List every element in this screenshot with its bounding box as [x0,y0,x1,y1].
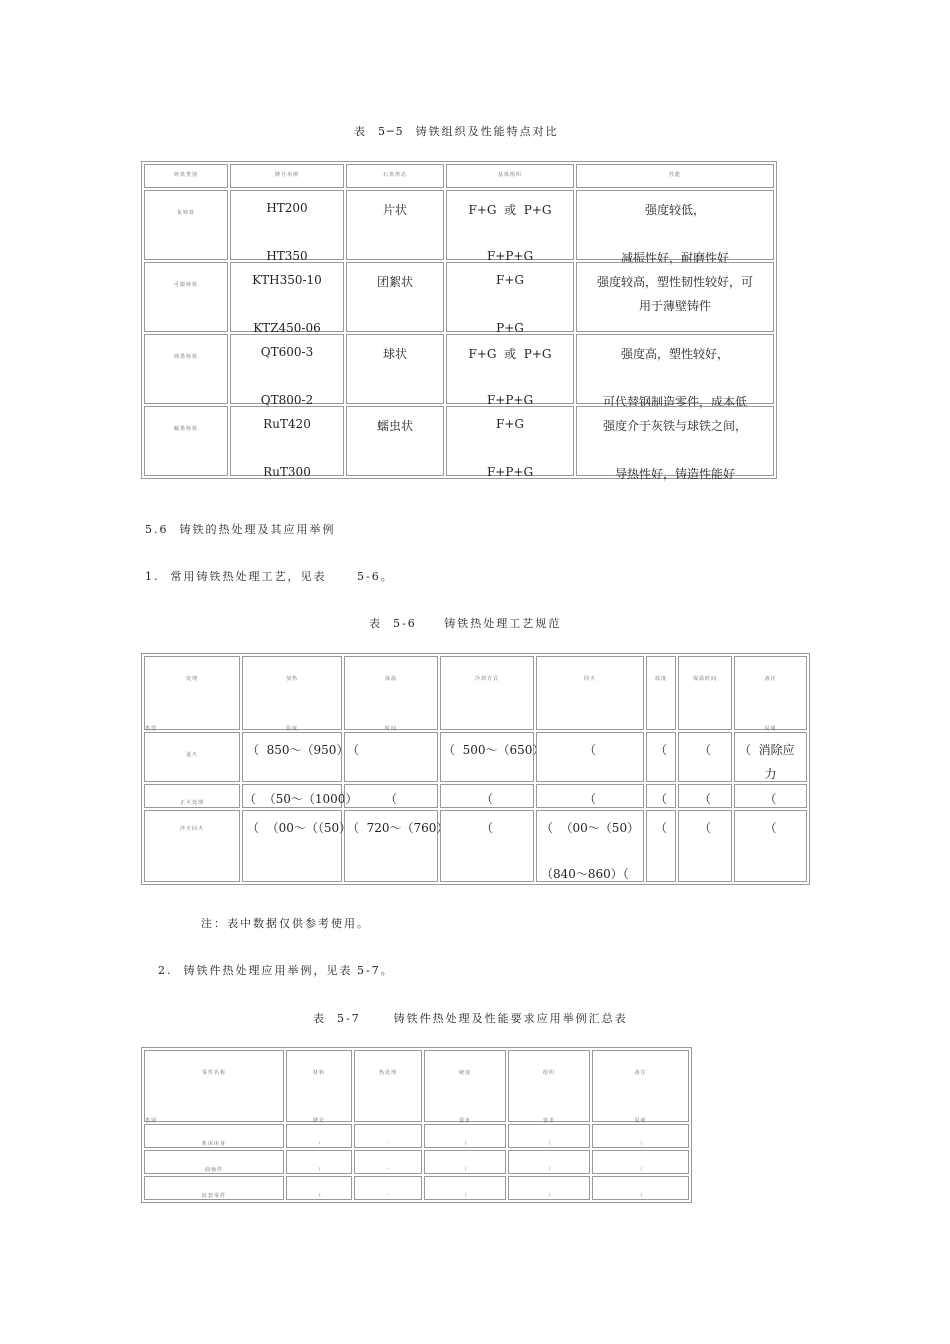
header-cell: 硬度 要求 [424,1050,506,1122]
header-cell: 零件名称 类别 [144,1050,284,1122]
header-cell: 石墨形态 [346,164,444,188]
row-category: 灰铸铁 [176,210,195,216]
header-cell: 材料 牌号 [286,1050,352,1122]
table-row [144,406,774,476]
header-cell: 加热 温度 [242,656,342,730]
header-cell: 性能 [576,164,774,188]
header-cell: 保温 时间 [344,656,438,730]
header-cell: 保温时间 [678,656,732,730]
item-1-ref: 5-6。 [357,570,394,583]
row-name: 机床床身 [201,1141,226,1147]
table-row: 曲轴件 （ - （ （ （ [144,1150,689,1174]
graphite-form: 片状 [382,203,407,217]
table-5-5-caption: 表 5─5 铸铁组织及性能特点对比 [354,125,559,138]
table-row: 正火处理 （ （50～（1000） （ （ （ （ （ （ [144,784,807,808]
property-2: 导热性好，铸造性能好 [614,467,735,481]
header-cell: 铸铁类别 [144,164,228,188]
header-cell: 处理 类型 [144,656,240,730]
grade-2: QT800-2 [260,393,314,407]
table-note: 注：表中数据仅供参考使用。 [201,917,370,930]
matrix-1: F+G [496,417,524,431]
matrix-2: F+P+G [486,393,534,407]
graphite-form: 蠕虫状 [376,419,413,433]
section-heading: 5.6 铸铁的热处理及其应用举例 [145,523,336,536]
matrix-2: F+P+G [486,249,534,263]
table-row: 缸套零件 （ - （ （ （ [144,1176,689,1200]
header-cell: 组织 要求 [508,1050,590,1122]
property-1: 强度较低， [644,203,705,217]
row-category: 蠕墨铸铁 [173,426,198,432]
table-row [144,262,774,332]
property-1: 强度较高，塑性韧性较好，可 [596,275,753,289]
property-1: 强度介于灰铁与球铁之间， [602,419,747,433]
table-row: 机床床身 （ - （ （ （ [144,1124,689,1148]
grade-2: RuT300 [263,465,311,479]
property-2: 减振性好，耐磨性好 [620,251,729,265]
row-name: 曲轴件 [204,1167,223,1173]
header-cell: 回火 [536,656,644,730]
grade-1: KTH350-10 [252,273,322,287]
table-row: 退火 （ 850～（950） （ （ 500～（650） （ （ （ （ 消除应 力 [144,732,807,782]
header-cell: 温度 [646,656,676,730]
row-name: 退火 [185,752,198,758]
grade-1: RuT420 [263,417,311,431]
header-cell: 备注 说明 [734,656,807,730]
property-1: 强度高，塑性较好， [620,347,729,361]
header-cell: 备注 说明 [592,1050,689,1122]
row-category: 可锻铸铁 [173,282,198,288]
header-cell: 冷却方式 [440,656,534,730]
header-cell: 基体组织 [446,164,574,188]
grade-1: HT200 [266,201,308,215]
item-2-ref: 5-7。 [357,964,394,977]
row-name: 淬火回火 [179,826,204,832]
table-5-6 [141,653,810,885]
table-5-5 [141,161,777,479]
matrix-1: F+G [496,273,524,287]
matrix-2: P+G [496,321,524,335]
graphite-form: 球状 [382,347,407,361]
item-2-text: 2. 铸铁件热处理应用举例，见表 [158,964,353,977]
property-2: 可代替钢制造零件，成本低 [602,395,747,409]
table-row [144,334,774,404]
table-5-7 [141,1047,692,1203]
row-name: 缸套零件 [201,1193,226,1199]
grade-2: HT350 [266,249,308,263]
matrix-1: F+G 或 P+G [468,203,552,217]
row-category: 球墨铸铁 [173,354,198,360]
matrix-1: F+G 或 P+G [468,347,552,361]
grade-1: QT600-3 [260,345,314,359]
table-row: 淬火回火 （ （00～（（50） （ 720～（760） （ （ （00～（50） （840～860）（ （ （ （ [144,810,807,882]
matrix-2: F+P+G [486,465,534,479]
table-5-6-caption: 表 5-6 铸铁热处理工艺规范 [369,617,562,630]
property-2: 用于薄壁铸件 [638,299,711,313]
grade-2: KTZ450-06 [253,321,321,335]
table-5-7-caption: 表 5-7 铸铁件热处理及性能要求应用举例汇总表 [313,1012,628,1025]
row-name: 正火处理 [179,800,204,806]
item-1-text: 1. 常用铸铁热处理工艺，见表 [145,570,327,583]
graphite-form: 团絮状 [376,275,413,289]
header-cell: 牌号举例 [230,164,344,188]
table-row [144,190,774,260]
header-cell: 热处理 [354,1050,422,1122]
